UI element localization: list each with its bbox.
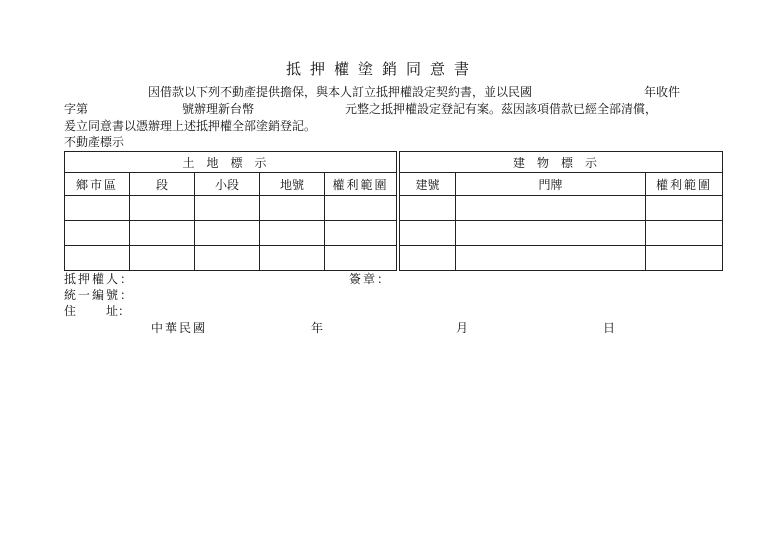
paragraph-line-2-suffix: 元整之抵押權設定登記有案。茲因該項借款已經全部清償，	[345, 102, 658, 116]
building-cell[interactable]	[400, 246, 456, 271]
col-township: 鄉市區	[65, 173, 130, 196]
building-cell[interactable]	[646, 221, 723, 246]
col-building-number: 建號	[400, 173, 456, 196]
real-estate-table	[64, 151, 722, 270]
date-day: 日	[603, 321, 616, 335]
table-row	[400, 246, 723, 271]
document-title: 抵押權塗銷同意書	[285, 60, 478, 78]
table-row	[400, 221, 723, 246]
land-cell[interactable]	[260, 221, 325, 246]
land-cell[interactable]	[130, 246, 195, 271]
building-cell[interactable]	[456, 246, 646, 271]
table-row	[65, 246, 397, 271]
building-cell[interactable]	[646, 246, 723, 271]
land-cell[interactable]	[260, 246, 325, 271]
land-cell[interactable]	[130, 196, 195, 221]
land-cell[interactable]	[65, 221, 130, 246]
table-row	[65, 196, 397, 221]
col-land-rights-scope: 權利範圍	[325, 173, 397, 196]
building-cell[interactable]	[400, 221, 456, 246]
building-cell[interactable]	[456, 221, 646, 246]
paragraph-line-1: 因借款以下列不動產提供擔保，與本人訂立抵押權設定契約書，並以民國	[148, 85, 533, 99]
land-cell[interactable]	[325, 246, 397, 271]
building-cell[interactable]	[400, 196, 456, 221]
paragraph-line-2-prefix: 字第	[64, 102, 89, 116]
signature-label: 簽章：	[349, 272, 392, 286]
mortgagee-label: 抵押權人：	[64, 272, 135, 286]
address-label-part-2: 址：	[106, 304, 131, 318]
date-month: 月	[456, 321, 469, 335]
land-header: 土地標示	[65, 152, 397, 173]
building-header: 建物標示	[400, 152, 723, 173]
land-cell[interactable]	[195, 246, 260, 271]
building-cell[interactable]	[456, 196, 646, 221]
table-row	[65, 221, 397, 246]
col-subsection: 小段	[195, 173, 260, 196]
paragraph-line-3: 爰立同意書以憑辦理上述抵押權全部塗銷登記。	[64, 119, 317, 133]
address-label-part-1: 住	[64, 304, 77, 318]
paragraph-line-2-mid: 號辦理新台幣	[182, 102, 255, 116]
paragraph-year-suffix: 年收件	[644, 85, 681, 99]
land-cell[interactable]	[130, 221, 195, 246]
col-lot-number: 地號	[260, 173, 325, 196]
col-building-rights-scope: 權利範圍	[646, 173, 723, 196]
land-cell[interactable]	[195, 221, 260, 246]
col-door-plate: 門牌	[456, 173, 646, 196]
section-label-real-estate: 不動產標示	[64, 135, 125, 149]
building-cell[interactable]	[646, 196, 723, 221]
land-cell[interactable]	[325, 221, 397, 246]
land-cell[interactable]	[195, 196, 260, 221]
table-row	[400, 196, 723, 221]
land-table	[64, 151, 397, 271]
building-table	[399, 151, 723, 271]
land-cell[interactable]	[260, 196, 325, 221]
land-cell[interactable]	[65, 196, 130, 221]
date-era: 中華民國	[151, 321, 208, 335]
col-section: 段	[130, 173, 195, 196]
land-cell[interactable]	[65, 246, 130, 271]
land-cell[interactable]	[325, 196, 397, 221]
date-year: 年	[311, 321, 324, 335]
id-number-label: 統一編號：	[64, 288, 135, 302]
